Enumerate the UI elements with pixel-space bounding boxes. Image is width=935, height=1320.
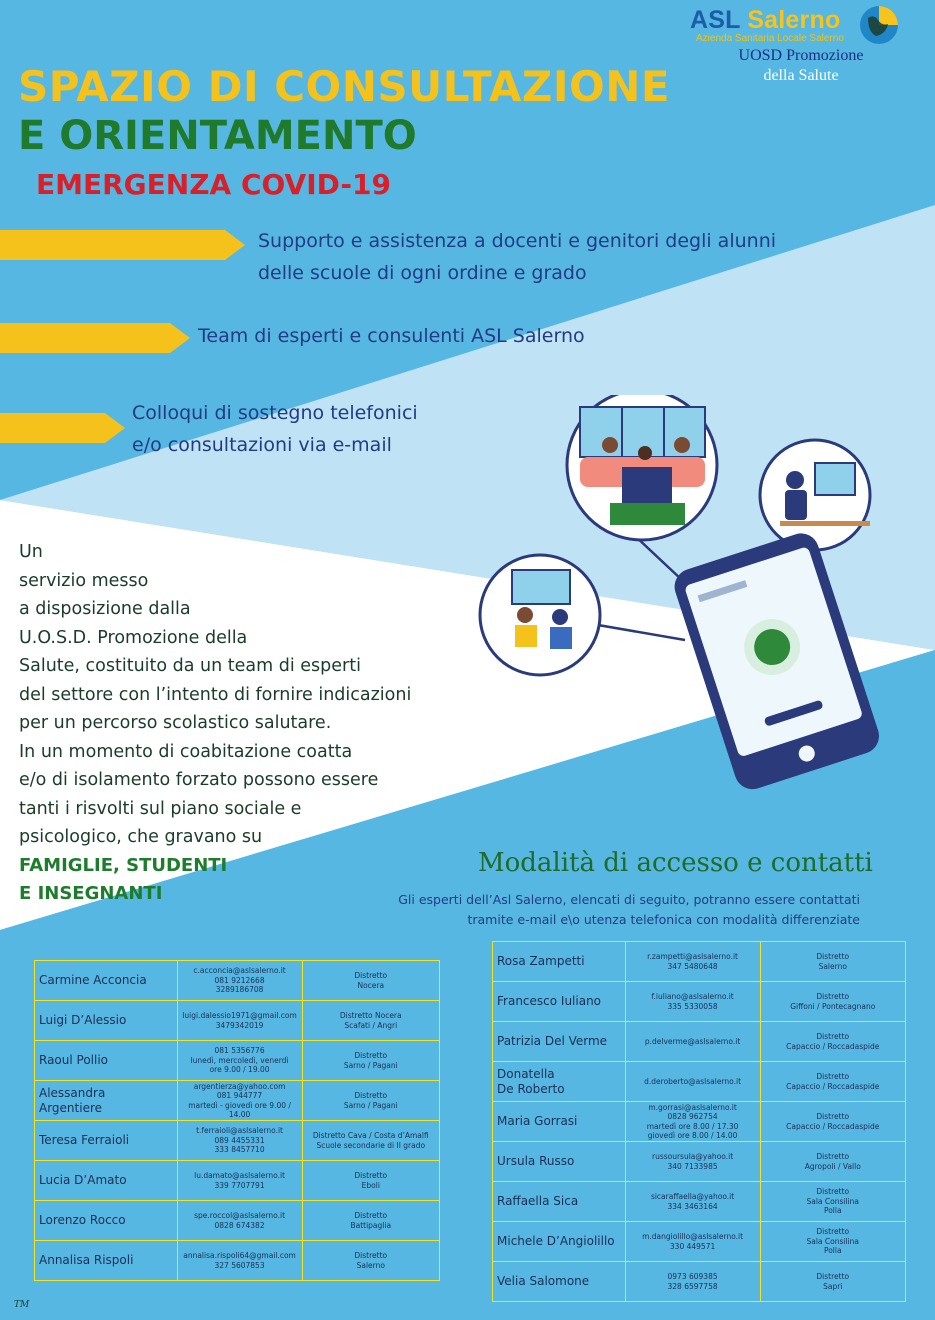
arrow-icon [0,413,125,443]
title-line3: EMERGENZA COVID-19 [36,168,391,201]
contact-row [35,1161,440,1201]
contact-info: p.delverme@aslsalerno.it [625,1022,760,1062]
contacts-table-right [492,941,906,1302]
contact-name: Rosa Zampetti [493,942,626,982]
contact-row [35,1081,440,1121]
contact-info: c.acconcia@aslsalerno.it 081 9212668 3289186708 [177,961,302,1001]
contact-name: Patrizia Del Verme [493,1022,626,1062]
contact-name: Velia Salomone [493,1262,626,1302]
contact-row [493,1182,906,1222]
contact-name: Donatella De Roberto [493,1062,626,1102]
contact-name: Raffaella Sica [493,1182,626,1222]
contact-name: Carmine Acconcia [35,961,178,1001]
contact-name: Luigi D’Alessio [35,1001,178,1041]
intro-highlight: E INSEGNANTI [19,883,163,904]
contact-name: Maria Gorrasi [493,1102,626,1142]
contact-info: spe.roccol@aslsalerno.it 0828 674382 [177,1201,302,1241]
students-circle-icon [480,555,600,675]
unit-name-line1: UOSD Promozione [738,47,864,64]
contact-name: Raoul Pollio [35,1041,178,1081]
contact-district: Distretto Sala Consilina Polla [760,1222,906,1262]
contact-row [493,1062,906,1102]
contact-info: russoursula@yahoo.it 340 7133985 [625,1142,760,1182]
intro-paragraph: Un servizio messo a disposizione dalla U.O.S.D. Promozione della Salute, costituito da un team di esperti del settore con l’intento di fornire indicazioni per un percorso scolastico salutare. In un momento di coabitazione coatta e/o di isolamento forzato possono essere tanti i risvolti sul piano sociale e psicologico, che gravano su FAMIGLIE, STUDENTI E INSEGNANTI [19,538,439,909]
contacts-table-left [34,960,440,1281]
contact-name: Lorenzo Rocco [35,1201,178,1241]
contact-name: Teresa Ferraioli [35,1121,178,1161]
contact-row [35,1001,440,1041]
remote-worker-circle-icon [760,440,870,550]
contact-row [493,942,906,982]
contact-info: argentierza@yahoo.com 081 944777 martedì - giovedì ore 9.00 / 14.00 [177,1081,302,1121]
contact-row [493,1022,906,1062]
contact-row [493,982,906,1022]
feature-team: Team di esperti e consulenti ASL Salerno [198,325,585,347]
contact-info: 081 5356776 lunedì, mercoledì, venerdì ore 9.00 / 19.00 [177,1041,302,1081]
contact-name: Francesco Iuliano [493,982,626,1022]
contact-row [35,1121,440,1161]
communication-illustration [460,395,900,795]
contact-row [493,1102,906,1142]
arrow-icon [0,323,190,353]
contact-info: d.deroberto@aslsalerno.it [625,1062,760,1102]
contact-row [35,1201,440,1241]
contact-district: Distretto Giffoni / Pontecagnano [760,982,906,1022]
contact-district: Distretto Sala Consilina Polla [760,1182,906,1222]
contact-district: Distretto Sarno / Pagani [302,1081,439,1121]
contact-district: Distretto Eboli [302,1161,439,1201]
contact-district: Distretto Agropoli / Vallo [760,1142,906,1182]
contact-district: Distretto Cava / Costa d’Amalfi Scuole secondarie di II grado [302,1121,439,1161]
contact-row [493,1222,906,1262]
contact-info: t.ferraioli@aslsalerno.it 089 4455331 333 8457710 [177,1121,302,1161]
access-subtitle: Gli esperti dell’Asl Salerno, elencati di seguito, potranno essere contattati tramite e-mail e\o utenza telefonica con modalità differenziate [398,892,860,927]
contact-row [35,961,440,1001]
logo-brand: ASL Salerno [690,6,841,34]
asl-logo [688,4,888,89]
contact-name: Alessandra Argentiere [35,1081,178,1121]
contact-district: Distretto Sapri [760,1262,906,1302]
contact-district: Distretto Nocera Scafati / Angri [302,1001,439,1041]
contact-info: lu.damato@aslsalerno.it 339 7707791 [177,1161,302,1201]
contact-district: Distretto Capaccio / Roccadaspide [760,1102,906,1142]
family-circle-icon [567,395,717,540]
contact-info: m.dangiolillo@aslsalerno.it 330 449571 [625,1222,760,1262]
contact-district: Distretto Nocera [302,961,439,1001]
contact-name: Lucia D’Amato [35,1161,178,1201]
logo-subtitle: Azienda Sanitaria Locale Salerno [696,33,844,44]
arrow-icon [0,230,245,260]
contact-name: Michele D’Angiolillo [493,1222,626,1262]
contact-district: Distretto Capaccio / Roccadaspide [760,1062,906,1102]
contact-district: Distretto Salerno [760,942,906,982]
unit-name-line2: della Salute [763,67,839,84]
contact-info: sicaraffaella@yahoo.it 334 3463164 [625,1182,760,1222]
globe-icon [858,4,900,46]
contact-name: Ursula Russo [493,1142,626,1182]
title-line1: SPAZIO DI CONSULTAZIONE [18,62,671,111]
trademark-mark: TM [14,1300,30,1310]
contact-info: r.zampetti@aslsalerno.it 347 5480648 [625,942,760,982]
contact-district: Distretto Capaccio / Roccadaspide [760,1022,906,1062]
contact-row [493,1142,906,1182]
contact-info: 0973 609385 328 6597758 [625,1262,760,1302]
contact-district: Distretto Salerno [302,1241,439,1281]
contact-info: m.gorrasi@aslsalerno.it 0828 962754 martedì ore 8.00 / 17.30 giovedì ore 8.00 / 14.00 [625,1102,760,1142]
contact-district: Distretto Sarno / Pagani [302,1041,439,1081]
contact-row [35,1241,440,1281]
access-title: Modalità di accesso e contatti [478,848,873,878]
contact-row [493,1262,906,1302]
intro-highlight: FAMIGLIE, STUDENTI [19,854,228,876]
contact-info: annalisa.rispoli64@gmail.com 327 5607853 [177,1241,302,1281]
feature-support: Supporto e assistenza a docenti e genitori degli alunni delle scuole di ogni ordine e grado [258,230,777,284]
contact-district: Distretto Battipaglia [302,1201,439,1241]
contact-info: luigi.dalessio1971@gmail.com 3479342019 [177,1001,302,1041]
feature-colloqui: Colloqui di sostegno telefonici e/o consultazioni via e-mail [132,402,418,456]
contact-info: f.iuliano@aslsalerno.it 335 5330058 [625,982,760,1022]
title-line2: E ORIENTAMENTO [18,113,417,159]
smartphone-icon [670,529,884,794]
contact-name: Annalisa Rispoli [35,1241,178,1281]
contact-row [35,1041,440,1081]
